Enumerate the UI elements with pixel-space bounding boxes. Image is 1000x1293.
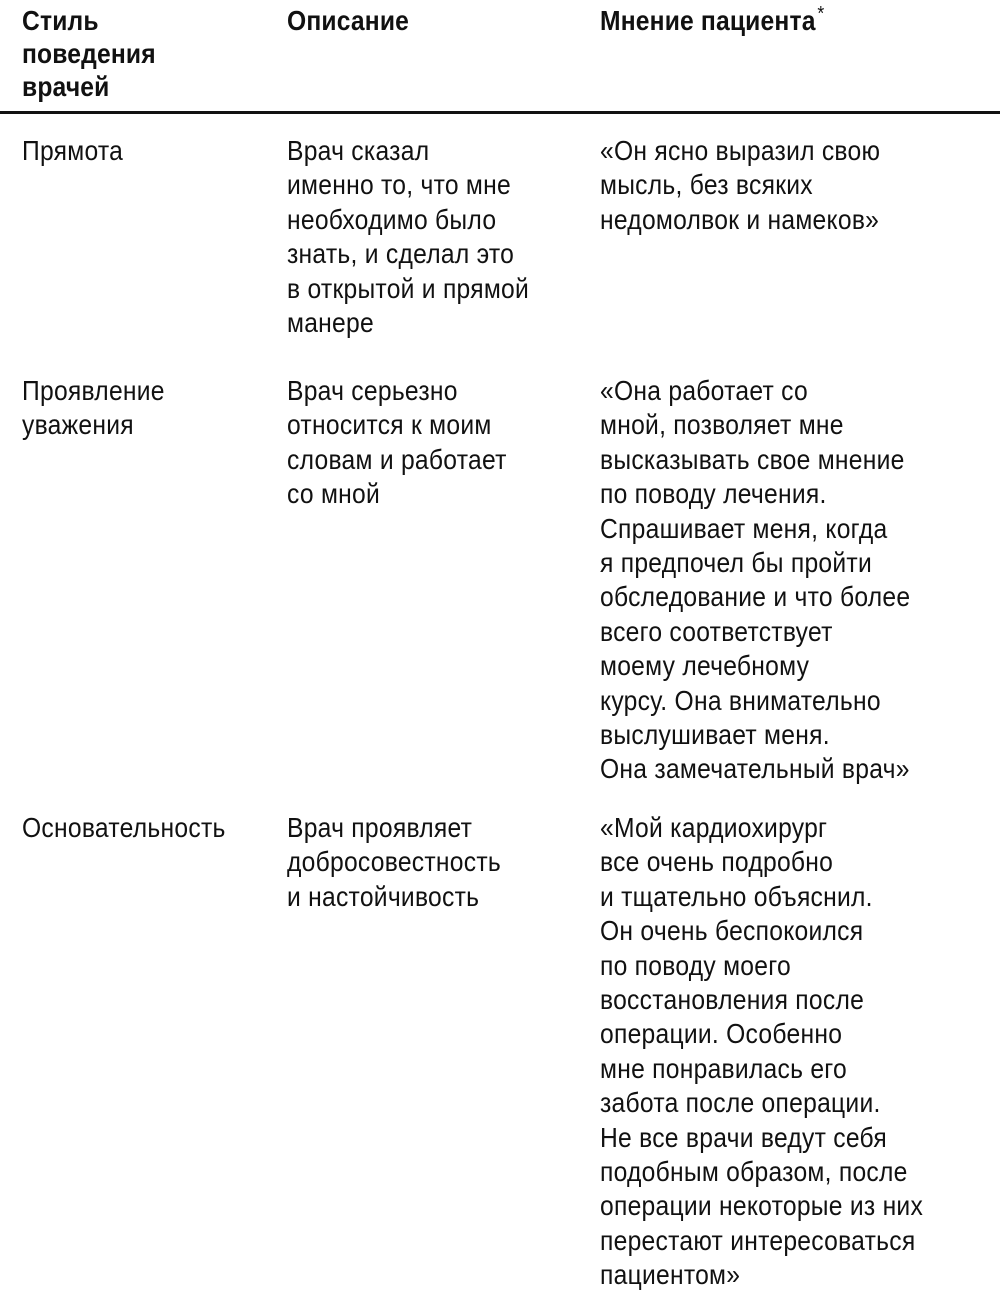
table-header <box>0 0 1000 112</box>
row-1-opinion: «Он ясно выразил свою мысль, без всяких недомолвок и намеков» <box>600 135 881 235</box>
row-2-opinion: «Она работает со мной, позволяет мне высказывать свое мнение по поводу лечения. Спрашивает меня, когда я предпочел бы пройти обследование и что более всего соответствует моему лечебному курсу. Она внимательно выслушивает меня. Она замечательный врач» <box>600 375 911 785</box>
header-opinion-label: Мнение пациента <box>600 5 816 36</box>
header-description: Описание <box>287 5 410 36</box>
header-opinion <box>600 4 952 37</box>
footnote-mark: * <box>817 3 825 25</box>
header-rule <box>0 111 1000 114</box>
row-1-style: Прямота <box>22 135 124 166</box>
row-2-style: Проявление уважения <box>22 375 165 441</box>
row-3-description: Врач проявляет добросовестность и настойчивость <box>287 812 502 912</box>
row-3-style: Основательность <box>22 812 226 843</box>
header-style: Стиль поведения врачей <box>22 5 156 102</box>
row-3-opinion: «Мой кардиохирург все очень подробно и тщательно объяснил. Он очень беспокоился по поводу моего восстановления после операции. Особенно мне понравилась его забота после операции. Не все врачи ведут себя подобным образом, после операции некоторые из них перестают интересоваться пациентом» <box>600 812 924 1291</box>
row-1-description: Врач сказал именно то, что мне необходимо было знать, и сделал это в открытой и прямой манере <box>287 135 530 339</box>
row-2-description: Врач серьезно относится к моим словам и работает со мной <box>287 375 507 510</box>
